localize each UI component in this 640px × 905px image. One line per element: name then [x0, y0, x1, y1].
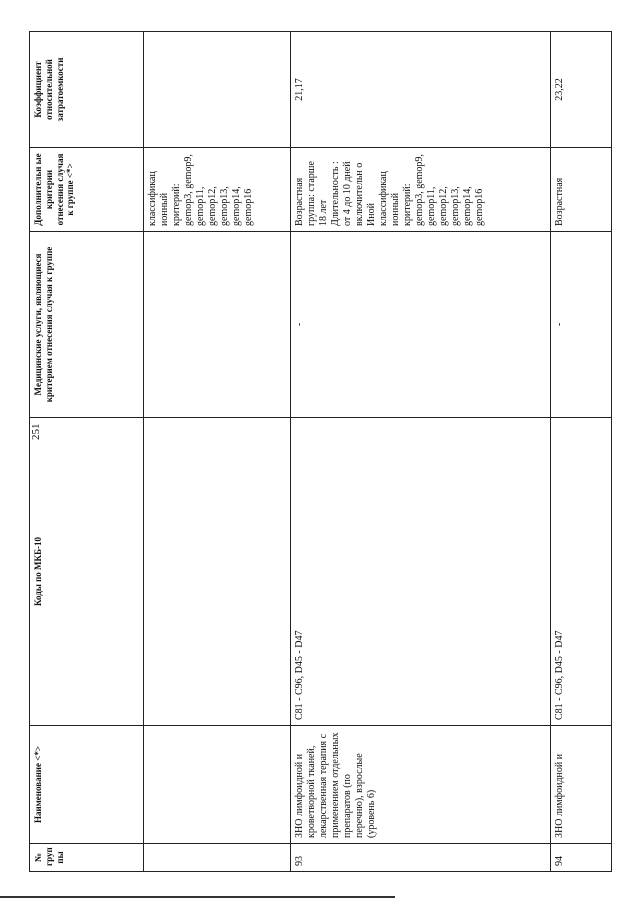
cell-mkb: C81 - C96, D45 - D47	[551, 418, 612, 726]
cell-additional-criteria: Возрастная группа: старше 18 лет Длительность : от 4 до 10 дней включительн о Иной классификац ионный критерий: gemop3, gemop9, gemop11, gemop12, gemop13, gemop14, gemop16	[291, 148, 551, 232]
classification-table	[29, 31, 612, 872]
header-group-number: № груп пы	[30, 844, 144, 872]
cell-no: 94	[551, 844, 612, 872]
page-bottom-rule	[0, 896, 395, 898]
page-number: 251	[30, 423, 42, 440]
cell-mkb: C81 - C96, D45 - D47	[291, 418, 551, 726]
table-row-94	[551, 32, 612, 872]
cell-name	[144, 726, 291, 844]
table-row-continuation	[144, 32, 291, 872]
cell-additional-criteria: Возрастная	[551, 148, 612, 232]
cell-no: 93	[291, 844, 551, 872]
header-additional-criteria: Дополнительн ые критерии отнесения случая к группе <*>	[30, 148, 144, 232]
header-coefficient: Коэффициент относительной затратоемкости	[30, 32, 144, 148]
header-mkb-codes: Коды по МКБ-10	[30, 418, 144, 726]
header-medical-services: Медицинские услуги, являющиеся критерием отнесения случая к группе	[30, 232, 144, 418]
cell-additional-criteria: классификац ионный критерий: gemop3, gemop9, gemop11, gemop12, gemop13, gemop14, gemop16	[144, 148, 291, 232]
cell-mkb	[144, 418, 291, 726]
cell-name: ЗНО лимфоидной и кроветворной тканей, лекарственная терапия с применением отдельных препаратов (по перечню), взрослые (уровень 6)	[291, 726, 551, 844]
cell-coefficient	[144, 32, 291, 148]
table-header-row	[30, 32, 144, 872]
cell-medical-services	[144, 232, 291, 418]
cell-medical-services: -	[291, 232, 551, 418]
table-container	[29, 32, 611, 872]
cell-coefficient: 23,22	[551, 32, 612, 148]
cell-coefficient: 21,17	[291, 32, 551, 148]
header-name: Наименование <*>	[30, 726, 144, 844]
cell-no	[144, 844, 291, 872]
cell-name: ЗНО лимфоидной и	[551, 726, 612, 844]
table-row-93	[291, 32, 551, 872]
cell-medical-services: -	[551, 232, 612, 418]
